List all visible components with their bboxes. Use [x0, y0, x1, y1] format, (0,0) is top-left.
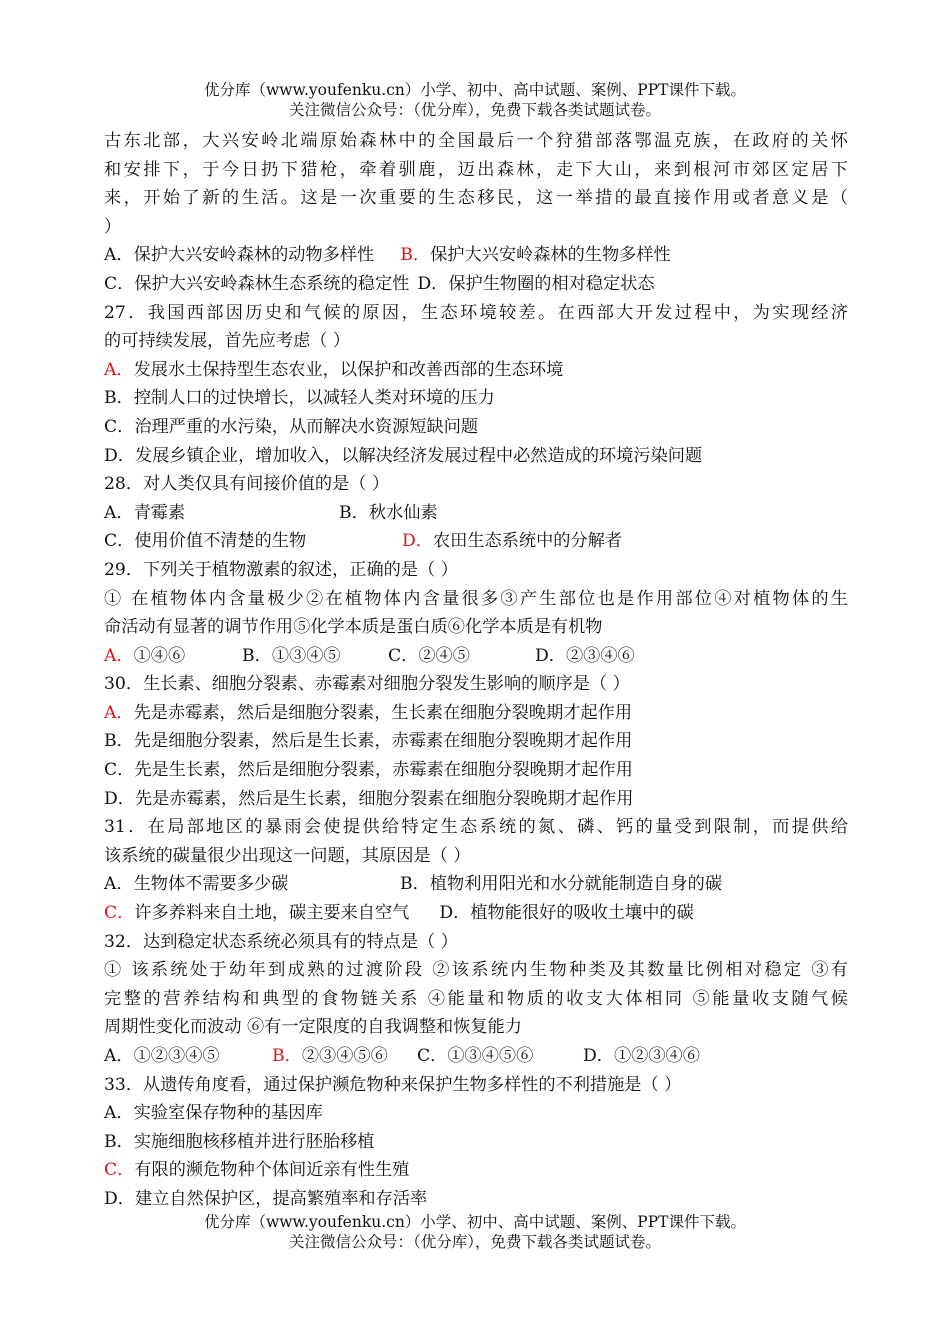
- option-b-label: B．: [242, 645, 272, 666]
- option-b-label: B．: [272, 1046, 302, 1066]
- option-b-label: B．: [339, 502, 369, 523]
- option-d-label: D．: [535, 645, 566, 666]
- option-row: [104, 384, 848, 413]
- option-c-text: 许多养料来自土地，碳主要来自空气: [134, 903, 410, 924]
- option-a-text: ①④⑥: [133, 645, 186, 666]
- option-row: [104, 642, 848, 671]
- option-c-label: C．: [104, 416, 135, 437]
- question-stem-line: 31．在局部地区的暴雨会使提供给特定生态系统的氮、磷、钙的量受到限制，而提供给: [104, 817, 848, 838]
- page-footer: [0, 1212, 950, 1252]
- option-c-label: C．: [104, 1160, 135, 1181]
- option-c-text: 有限的濒危物种个体间近亲有性生殖: [134, 1160, 410, 1181]
- question-28: [104, 470, 848, 556]
- option-row: [104, 785, 848, 814]
- option-b-label: B．: [104, 731, 134, 752]
- option-a-text: 生物体不需要多少碳: [133, 874, 289, 895]
- question-stem-line: 的可持续发展，首先应考虑（ ）: [104, 331, 351, 352]
- question-stem-line: 30．生长素、细胞分裂素、赤霉素对细胞分裂发生影响的顺序是（ ）: [104, 674, 630, 695]
- question-stem-line: 该系统的碳量很少出现这一问题，其原因是（ ）: [104, 845, 471, 866]
- option-c-text: ①③④⑤⑥: [447, 1046, 534, 1066]
- question-stem-line: 27．我国西部因历史和气候的原因，生态环境较差。在西部大开发过程中，为实现经济: [104, 302, 848, 323]
- option-b-text: 先是细胞分裂素，然后是生长素，赤霉素在细胞分裂晚期才起作用: [133, 731, 633, 752]
- option-b-label: B．: [104, 388, 134, 409]
- option-d-text: 保护生物圈的相对稳定状态: [448, 273, 655, 294]
- option-b-text: 控制人口的过快增长，以减轻人类对环境的压力: [133, 388, 495, 409]
- option-d-text: 建立自然保护区，提高繁殖率和存活率: [134, 1188, 428, 1209]
- option-c-label: C．: [388, 645, 419, 666]
- statement-line: 命活动有显著的调节作用⑤化学本质是蛋白质⑥化学本质是有机物: [104, 617, 603, 638]
- option-a-label: A．: [104, 502, 134, 523]
- option-a-text: 保护大兴安岭森林的动物多样性: [133, 245, 375, 266]
- option-row: [104, 1185, 848, 1214]
- option-a-label: A．: [104, 874, 134, 895]
- option-b-text: 秋水仙素: [368, 502, 438, 523]
- question-32: [104, 928, 848, 1071]
- option-c-label: C．: [104, 273, 135, 294]
- page-header: [0, 80, 950, 120]
- option-row: [104, 699, 848, 728]
- option-row: [104, 413, 848, 442]
- question-30: [104, 670, 848, 813]
- option-b-text: 实施细胞核移植并进行胚胎移植: [133, 1131, 375, 1152]
- header-line-2: 关注微信公众号：（优分库），免费下载各类试题试卷。: [288, 101, 661, 119]
- option-row: [104, 1128, 848, 1157]
- question-stem-line: 28．对人类仅具有间接价值的是（ ）: [104, 474, 390, 495]
- option-row: [104, 356, 848, 385]
- option-d-label: D．: [104, 1188, 135, 1209]
- statement-line: ① 该系统处于幼年到成熟的过渡阶段 ②该系统内生物种类及其数量比例相对稳定 ③有: [104, 960, 848, 981]
- option-row: [104, 870, 848, 899]
- question-26: [104, 127, 848, 299]
- statement-line: 周期性变化而波动 ⑥有一定限度的自我调整和恢复能力: [104, 1017, 522, 1038]
- option-c-label: C．: [104, 531, 135, 552]
- option-a-text: 先是赤霉素，然后是细胞分裂素，生长素在细胞分裂晚期才起作用: [133, 702, 633, 723]
- statement-line: ① 在植物体内含量极少②在植物体内含量很多③产生部位也是作用部位④对植物体的生: [104, 588, 848, 609]
- option-d-label: D．: [104, 445, 135, 466]
- option-row: [104, 1099, 848, 1128]
- question-stem-line: 29．下列关于植物激素的叙述，正确的是（ ）: [104, 559, 458, 580]
- question-stem-line: 和安排下，于今日扔下猎枪，牵着驯鹿，迈出森林，走下大山，来到根河市郊区定居下: [104, 159, 848, 180]
- option-d-text: ②③④⑥: [565, 645, 635, 666]
- option-a-label: A．: [104, 1046, 134, 1066]
- option-d-label: D．: [104, 788, 135, 809]
- question-stem-line: 古东北部，大兴安岭北端原始森林中的全国最后一个狩猎部落鄂温克族，在政府的关怀: [104, 131, 848, 151]
- option-c-label: C．: [104, 903, 135, 924]
- option-d-label: D．: [417, 273, 449, 294]
- option-row: [104, 527, 848, 556]
- option-a-text: 实验室保存物种的基因库: [133, 1103, 323, 1124]
- option-c-text: 治理严重的水污染，从而解决水资源短缺问题: [134, 416, 479, 437]
- option-row: [104, 442, 848, 471]
- option-b-label: B．: [400, 874, 430, 895]
- option-b-label: B．: [400, 245, 431, 266]
- question-33: [104, 1071, 848, 1214]
- option-a-label: A．: [104, 245, 134, 266]
- option-c-label: C．: [104, 760, 135, 781]
- question-27: [104, 299, 848, 471]
- option-a-label: A．: [104, 1103, 134, 1124]
- option-row: [104, 727, 848, 756]
- option-row: [104, 270, 848, 299]
- question-stem-line: 33．从遗传角度看，通过保护濒危物种来保护生物多样性的不利措施是（ ）: [104, 1074, 682, 1095]
- statement-line: 完整的营养结构和典型的食物链关系 ④能量和物质的收支大体相同 ⑤能量收支随气候: [104, 988, 848, 1009]
- option-b-text: 植物利用阳光和水分就能制造自身的碳: [429, 874, 723, 895]
- option-d-label: D．: [402, 531, 433, 552]
- question-29: [104, 556, 848, 670]
- option-row: [104, 1156, 848, 1185]
- question-list: [104, 127, 848, 1214]
- option-a-label: A．: [104, 702, 134, 723]
- footer-line-2: 关注微信公众号：（优分库），免费下载各类试题试卷。: [288, 1233, 661, 1251]
- option-c-label: C．: [417, 1046, 448, 1066]
- option-d-label: D．: [439, 903, 471, 924]
- option-b-label: B．: [104, 1131, 134, 1152]
- option-a-text: 发展水土保持型生态农业，以保护和改善西部的生态环境: [133, 359, 564, 380]
- option-d-text: 先是赤霉素，然后是生长素，细胞分裂素在细胞分裂晚期才起作用: [134, 788, 634, 809]
- option-a-label: A．: [104, 645, 134, 666]
- option-row: [104, 756, 848, 785]
- question-stem-line: 32．达到稳定状态系统必须具有的特点是（ ）: [104, 931, 458, 952]
- option-b-text: ①③④⑤: [271, 645, 341, 666]
- footer-line-1: 优分库（www.youfenku.cn）小学、初中、高中试题、案例、PPT课件下载。: [203, 1213, 747, 1231]
- option-a-text: ①②③④⑤: [133, 1046, 220, 1066]
- option-b-text: 保护大兴安岭森林的生物多样性: [430, 245, 671, 266]
- option-d-label: D．: [583, 1046, 614, 1066]
- option-a-text: 青霉素: [133, 502, 186, 523]
- question-stem-line: ）: [104, 216, 122, 237]
- option-c-text: ②④⑤: [418, 645, 470, 666]
- option-d-text: ①②③④⑥: [613, 1046, 700, 1066]
- option-row: [104, 241, 848, 270]
- question-stem-line: 来，开始了新的生活。这是一次重要的生态移民，这一举措的最直接作用或者意义是（: [104, 188, 848, 209]
- option-row: [104, 1042, 848, 1071]
- option-d-text: 发展乡镇企业，增加收入，以解决经济发展过程中必然造成的环境污染问题: [134, 445, 703, 466]
- question-31: [104, 813, 848, 927]
- option-c-text: 使用价值不清楚的生物: [134, 531, 307, 552]
- option-a-label: A．: [104, 359, 134, 380]
- option-c-text: 先是生长素，然后是细胞分裂素，赤霉素在细胞分裂晚期才起作用: [134, 760, 633, 781]
- option-d-text: 农田生态系统中的分解者: [432, 531, 623, 552]
- option-c-text: 保护大兴安岭森林生态系统的稳定性: [134, 273, 410, 294]
- option-b-text: ②③④⑤⑥: [301, 1046, 388, 1066]
- option-row: [104, 899, 848, 928]
- header-line-1: 优分库（www.youfenku.cn）小学、初中、高中试题、案例、PPT课件下载。: [203, 81, 747, 99]
- option-d-text: 植物能很好的吸收土壤中的碳: [470, 903, 694, 924]
- option-row: [104, 499, 848, 528]
